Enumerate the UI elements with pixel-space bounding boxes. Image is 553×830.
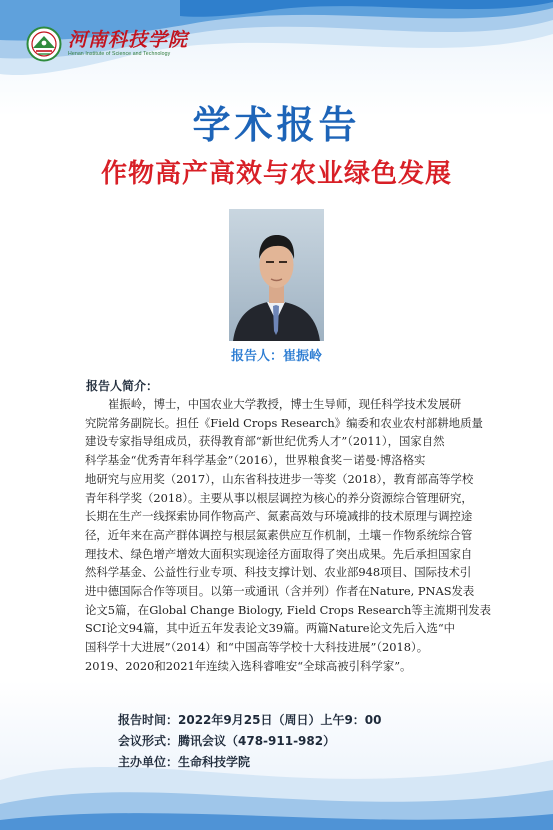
meeting-format: 会议形式：腾讯会议（478-911-982） [118, 734, 336, 748]
bio-line: 径，近年来在高产群体调控与根层氮素供应互作机制，土壤－作物系统综合管 [85, 527, 473, 542]
bio-line: SCI论文94篇，其中近五年发表论文39篇。两篇Nature论文先后入选“中 [85, 621, 456, 636]
speaker-name: 报告人：崔振岭 [230, 349, 322, 364]
bio-line: 究院常务副院长。担任《Field Crops Research》编委和农业农村部耕地质量 [85, 415, 483, 430]
institute-emblem-icon [26, 26, 62, 62]
bio-line: 2019、2020和2021年连续入选科睿唯安“全球高被引科学家”。 [85, 658, 412, 673]
bio-line: 科学基金“优秀青年科学基金”（2016），世界粮食奖－诺曼·博洛格实 [85, 453, 426, 468]
speaker-portrait-image [229, 209, 324, 341]
poster-title: 学术报告 [192, 103, 361, 147]
speaker-photo [229, 209, 324, 341]
bio-line: 论文5篇，在Global Change Biology, Field Crops Research等主流期刊发表 [85, 602, 492, 617]
bio-heading: 报告人简介： [86, 379, 159, 393]
bio-line: 地研究与应用奖（2017），山东省科技进步一等奖（2018），教育部高等学校 [85, 471, 474, 486]
bio-line: 理技术、绿色增产增效大面积实现途径方面取得了突出成果。先后承担国家自 [85, 546, 473, 561]
bio-line: 长期在生产一线探索协同作物高产、氮素高效与环境减排的技术原理与调控途 [85, 509, 473, 524]
bio-line: 崔振岭，博士，中国农业大学教授，博士生导师，现任科学技术发展研 [108, 397, 462, 411]
report-topic: 作物高产高效与农业绿色发展 [100, 159, 452, 189]
bio-line: 青年科学奖（2018）。主要从事以根层调控为核心的养分资源综合管理研究， [85, 490, 473, 505]
host-organization: 主办单位：生命科技学院 [118, 755, 251, 769]
institute-logo [26, 24, 189, 64]
bio-line: 建设专家指导组成员，获得教育部“新世纪优秀人才”（2011），国家自然 [85, 434, 445, 449]
event-time: 报告时间：2022年9月25日（周日）上午9：00 [118, 713, 382, 727]
institute-english-name: Henan Institute of Science and Technology [68, 51, 171, 57]
institute-name: 河南科技学院 [68, 29, 189, 51]
speaker-biography [85, 395, 492, 676]
bio-line: 国科学十大进展”（2014）和“中国高等学校十大科技进展”（2018）。 [85, 640, 429, 655]
event-details [118, 710, 382, 773]
bio-line: 然科学基金、公益性行业专项、科技支撑计划、农业部948项目、国际技术引 [85, 565, 472, 580]
bio-line: 进中德国际合作等项目。以第一或通讯（含并列）作者在Nature, PNAS发表 [85, 584, 475, 599]
